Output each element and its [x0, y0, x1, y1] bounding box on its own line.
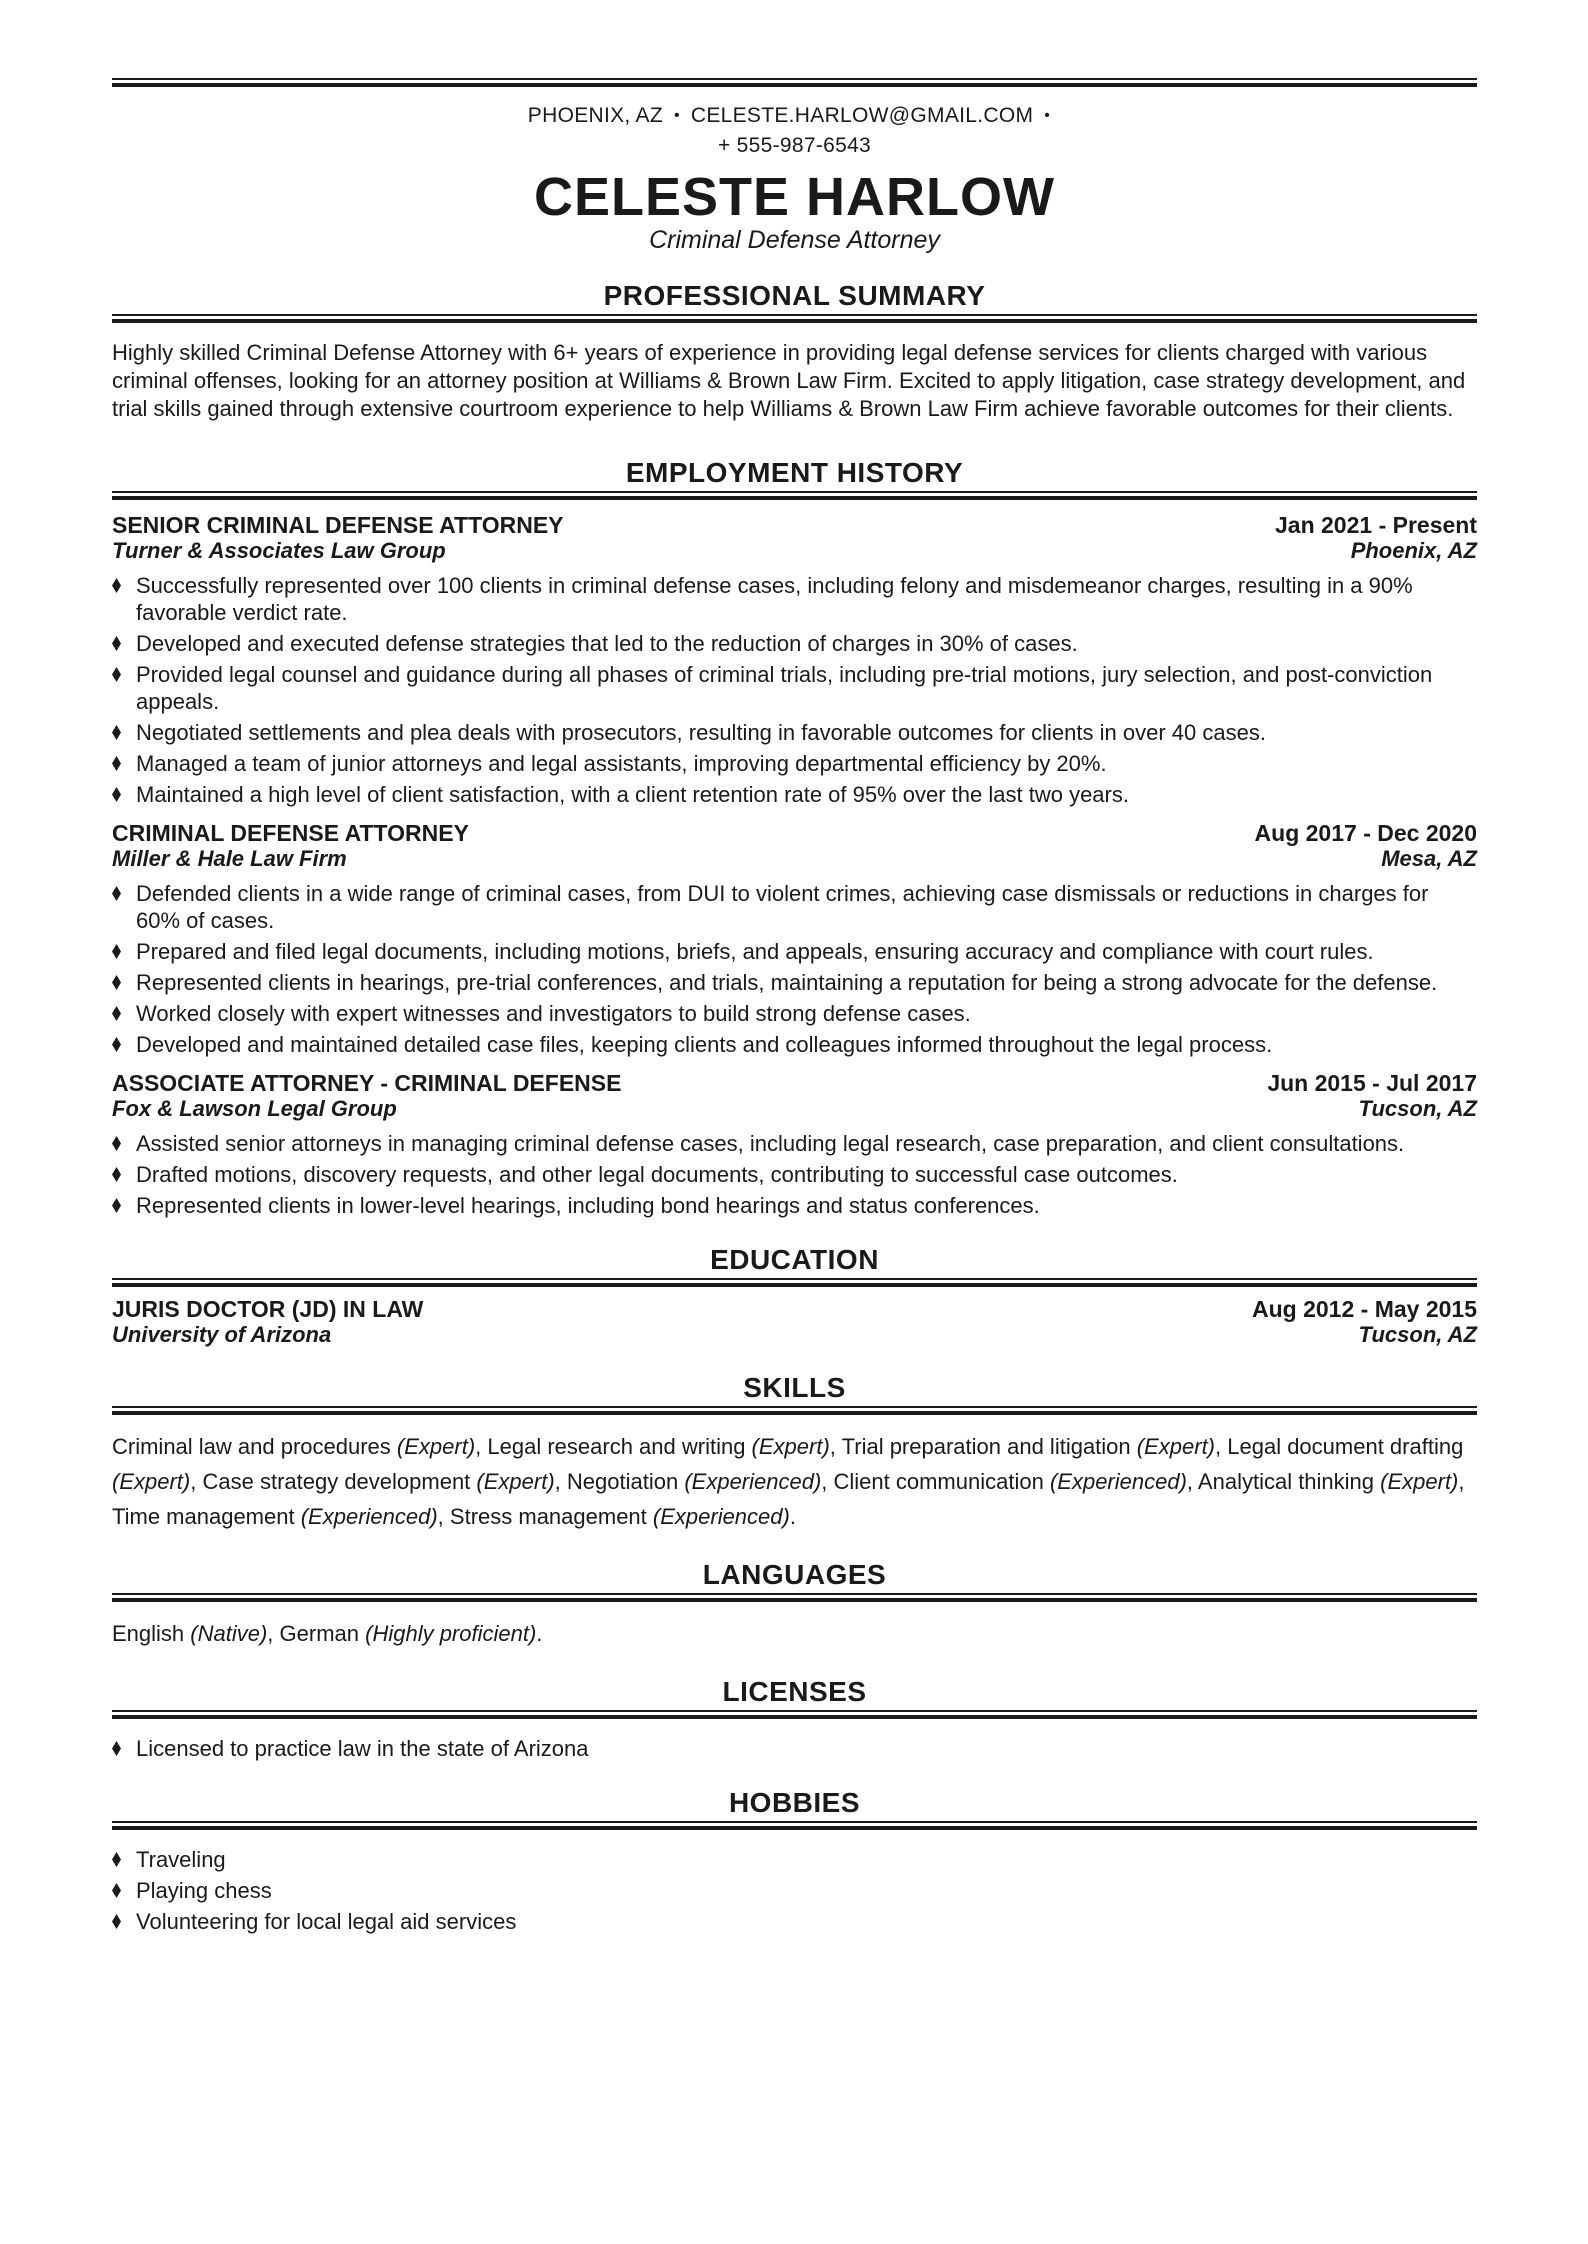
section-title: EMPLOYMENT HISTORY — [625, 457, 964, 488]
section-professional-summary — [112, 280, 1477, 423]
education-dates: Aug 2012 - May 2015 — [1251, 1296, 1477, 1322]
languages-text: English (Native), German (Highly proficient). — [112, 1621, 543, 1646]
bullet-list — [112, 880, 1477, 1058]
job-entry — [112, 821, 1477, 1058]
section-education — [112, 1244, 1477, 1347]
section-employment-history — [112, 457, 1477, 1219]
list-item — [112, 1908, 1477, 1935]
bullet-list — [112, 1130, 1477, 1219]
bullet-text: Represented clients in hearings, pre-trial conferences, and trials, maintaining a reputation for being a strong advocate for the defense. — [136, 970, 1438, 995]
school-name: University of Arizona — [112, 1322, 332, 1347]
bullet-text: Developed and maintained detailed case files, keeping clients and colleagues informed throughout the legal process. — [136, 1032, 1273, 1057]
section-licenses — [112, 1676, 1477, 1762]
list-item — [112, 630, 1477, 657]
section-divider — [112, 314, 1477, 323]
bullet-text: Represented clients in lower-level hearings, including bond hearings and status conferences. — [136, 1193, 1040, 1218]
job-role: SENIOR CRIMINAL DEFENSE ATTORNEY — [112, 512, 564, 538]
job-sub-row — [112, 538, 1477, 563]
job-company: Fox & Lawson Legal Group — [112, 1096, 397, 1121]
bullet-text: Drafted motions, discovery requests, and other legal documents, contributing to successful case outcomes. — [136, 1162, 1178, 1187]
job-company: Miller & Hale Law Firm — [112, 846, 347, 871]
section-divider — [112, 1278, 1477, 1287]
job-entry — [112, 1071, 1477, 1219]
bullet-text: Worked closely with expert witnesses and investigators to build strong defense cases. — [136, 1001, 971, 1026]
job-dates: Jan 2021 - Present — [1274, 512, 1477, 538]
list-item — [112, 572, 1477, 626]
diamond-bullet-icon — [112, 1198, 121, 1213]
contact-email: CELESTE.HARLOW@GMAIL.COM — [690, 104, 1034, 127]
dot-separator-icon: • — [1044, 107, 1051, 124]
job-entry — [112, 513, 1477, 808]
list-item — [112, 1000, 1477, 1027]
job-head-row — [112, 513, 1477, 538]
list-item — [112, 1130, 1477, 1157]
bullet-text: Negotiated settlements and plea deals with prosecutors, resulting in favorable outcomes for clients in over 40 cases. — [136, 720, 1266, 745]
contact-location: PHOENIX, AZ — [527, 104, 663, 127]
list-item — [112, 661, 1477, 715]
school-location: Tucson, AZ — [1358, 1322, 1477, 1347]
bullet-text: Successfully represented over 100 clients in criminal defense cases, including felony and misdemeanor charges, resulting in a 90% favorable verdict rate. — [136, 573, 1413, 625]
bullet-text: Provided legal counsel and guidance during all phases of criminal trials, including pre-trial motions, jury selection, and post-conviction appeals. — [136, 662, 1433, 714]
section-divider — [112, 1710, 1477, 1719]
job-dates: Jun 2015 - Jul 2017 — [1267, 1070, 1477, 1096]
diamond-bullet-icon — [112, 944, 121, 959]
diamond-bullet-icon — [112, 975, 121, 990]
list-item — [112, 969, 1477, 996]
list-item — [112, 880, 1477, 934]
bullet-text: Managed a team of junior attorneys and legal assistants, improving departmental efficiency by 20%. — [136, 751, 1107, 776]
bullet-text: Assisted senior attorneys in managing criminal defense cases, including legal research, case preparation, and client consultations. — [136, 1131, 1405, 1156]
section-divider — [112, 1821, 1477, 1830]
contact-phone: + 555-987-6543 — [717, 134, 872, 157]
diamond-bullet-icon — [112, 636, 121, 651]
list-item — [112, 1877, 1477, 1904]
list-item — [112, 1161, 1477, 1188]
section-title: LICENSES — [722, 1676, 867, 1707]
job-dates: Aug 2017 - Dec 2020 — [1254, 820, 1477, 846]
bullet-text: Licensed to practice law in the state of Arizona — [136, 1736, 589, 1761]
diamond-bullet-icon — [112, 1852, 121, 1867]
section-title: LANGUAGES — [702, 1559, 887, 1590]
diamond-bullet-icon — [112, 725, 121, 740]
list-item — [112, 719, 1477, 746]
bullet-text: Playing chess — [136, 1878, 272, 1903]
job-location: Tucson, AZ — [1358, 1096, 1477, 1121]
diamond-bullet-icon — [112, 1741, 121, 1756]
education-entry — [112, 1297, 1477, 1347]
bullet-list — [112, 1846, 1477, 1935]
bullet-list — [112, 572, 1477, 808]
job-role: CRIMINAL DEFENSE ATTORNEY — [112, 820, 469, 846]
section-title: EDUCATION — [710, 1244, 879, 1275]
dot-separator-icon: • — [673, 107, 680, 124]
section-skills — [112, 1372, 1477, 1534]
section-divider — [112, 491, 1477, 500]
candidate-name: CELESTE HARLOW — [534, 167, 1055, 227]
diamond-bullet-icon — [112, 1914, 121, 1929]
bullet-text: Defended clients in a wide range of criminal cases, from DUI to violent crimes, achieving case dismissals or reductions in charges for 60% of cases. — [136, 881, 1429, 933]
section-divider — [112, 1406, 1477, 1415]
list-item — [112, 781, 1477, 808]
diamond-bullet-icon — [112, 1037, 121, 1052]
list-item — [112, 750, 1477, 777]
job-company: Turner & Associates Law Group — [112, 538, 446, 563]
job-location: Phoenix, AZ — [1350, 538, 1477, 563]
job-head-row — [112, 1071, 1477, 1096]
list-item — [112, 1031, 1477, 1058]
job-sub-row — [112, 846, 1477, 871]
diamond-bullet-icon — [112, 667, 121, 682]
diamond-bullet-icon — [112, 756, 121, 771]
diamond-bullet-icon — [112, 1167, 121, 1182]
diamond-bullet-icon — [112, 787, 121, 802]
diamond-bullet-icon — [112, 886, 121, 901]
diamond-bullet-icon — [112, 1006, 121, 1021]
degree-name: JURIS DOCTOR (JD) IN LAW — [112, 1296, 424, 1322]
section-languages — [112, 1559, 1477, 1651]
top-divider — [112, 78, 1477, 87]
section-title: HOBBIES — [728, 1787, 861, 1818]
list-item — [112, 1846, 1477, 1873]
job-role: ASSOCIATE ATTORNEY - CRIMINAL DEFENSE — [112, 1070, 622, 1096]
section-divider — [112, 1593, 1477, 1602]
section-title: PROFESSIONAL SUMMARY — [603, 280, 986, 311]
education-sub-row — [112, 1322, 1477, 1347]
list-item — [112, 1735, 1477, 1762]
section-hobbies — [112, 1787, 1477, 1935]
section-title: SKILLS — [743, 1372, 846, 1403]
diamond-bullet-icon — [112, 578, 121, 593]
skills-text: Criminal law and procedures (Expert), Legal research and writing (Expert), Trial preparation and litigation (Expert), Legal document drafting (Expert), Case strategy development (Expert), Negotiation (Experienced), Client communication (Experienced), Analytical thinking (Expert), Time management (Experienced), Stress management (Experienced). — [112, 1434, 1465, 1529]
candidate-job-title: Criminal Defense Attorney — [649, 226, 940, 254]
bullet-text: Maintained a high level of client satisfaction, with a client retention rate of 95% over the last two years. — [136, 782, 1129, 807]
diamond-bullet-icon — [112, 1883, 121, 1898]
contact-line-2 — [112, 131, 1477, 161]
education-head-row — [112, 1297, 1477, 1322]
contact-line-1 — [112, 101, 1477, 131]
list-item — [112, 938, 1477, 965]
bullet-text: Volunteering for local legal aid services — [136, 1909, 517, 1934]
job-location: Mesa, AZ — [1381, 846, 1477, 871]
job-sub-row — [112, 1096, 1477, 1121]
bullet-text: Developed and executed defense strategies that led to the reduction of charges in 30% of cases. — [136, 631, 1078, 656]
diamond-bullet-icon — [112, 1136, 121, 1151]
bullet-text: Prepared and filed legal documents, including motions, briefs, and appeals, ensuring accuracy and compliance with court rules. — [136, 939, 1374, 964]
contact-block — [112, 101, 1477, 161]
resume-header — [112, 101, 1477, 255]
bullet-text: Traveling — [136, 1847, 226, 1872]
summary-text: Highly skilled Criminal Defense Attorney with 6+ years of experience in providing legal defense services for clients charged with various criminal offenses, looking for an attorney position at Williams & Brown Law Firm. Excited to apply litigation, case strategy development, and trial skills gained through extensive courtroom experience to help Williams & Brown Law Firm achieve favorable outcomes for their clients. — [112, 340, 1466, 421]
list-item — [112, 1192, 1477, 1219]
bullet-list — [112, 1735, 1477, 1762]
job-head-row — [112, 821, 1477, 846]
